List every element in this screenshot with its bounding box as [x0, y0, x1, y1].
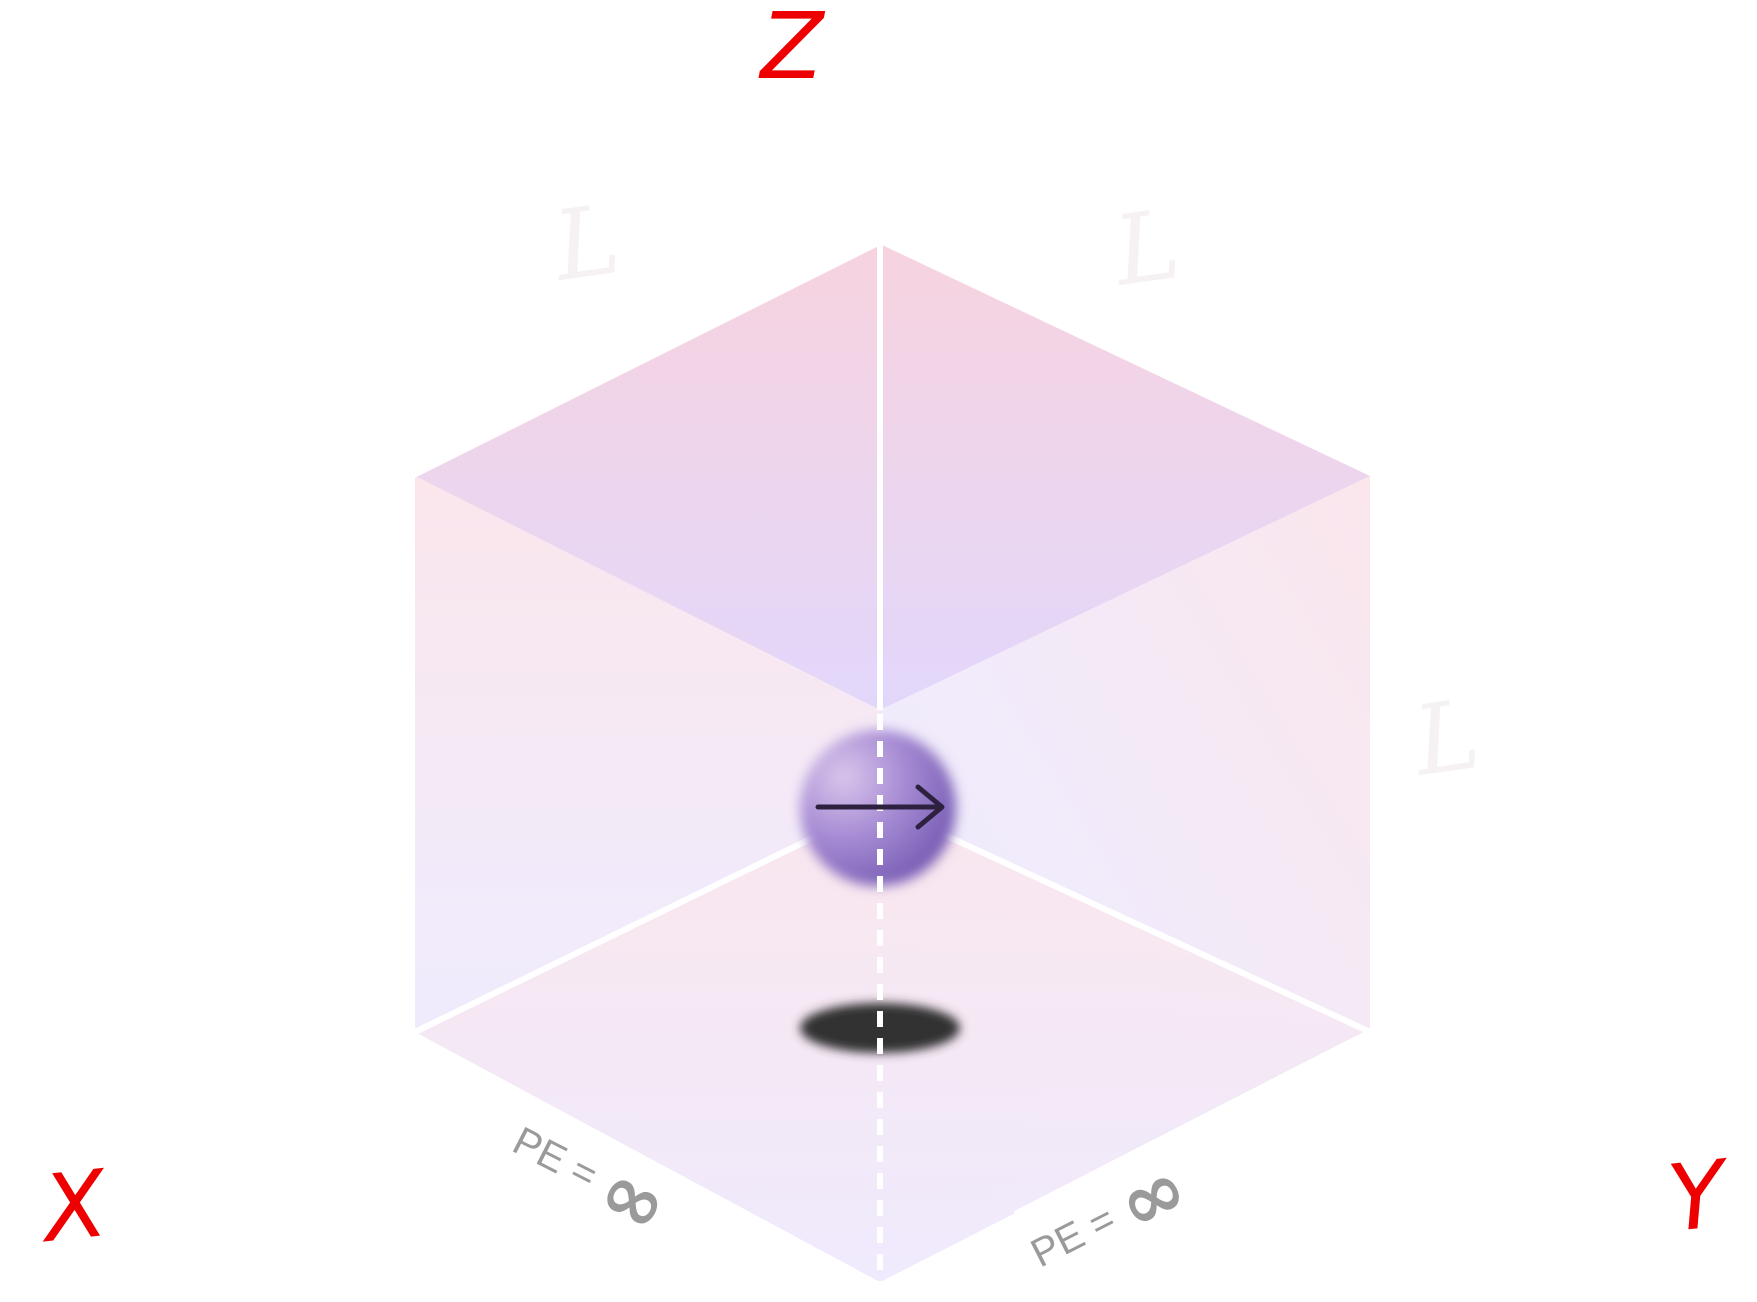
axis-label-y: Y [1663, 1140, 1731, 1253]
axis-label-z: Z [760, 0, 824, 100]
boundary-right-prefix: PE = [1024, 1196, 1123, 1277]
faint-label-top-left: L [547, 182, 627, 303]
boundary-left-infinity: ∞ [584, 1144, 683, 1255]
faint-label-top-right: L [1107, 187, 1187, 308]
faint-label-right: L [1407, 677, 1487, 798]
boundary-right-infinity: ∞ [1103, 1142, 1202, 1253]
axis-label-x: X [37, 1150, 112, 1264]
boundary-left-prefix: PE = [505, 1118, 605, 1198]
